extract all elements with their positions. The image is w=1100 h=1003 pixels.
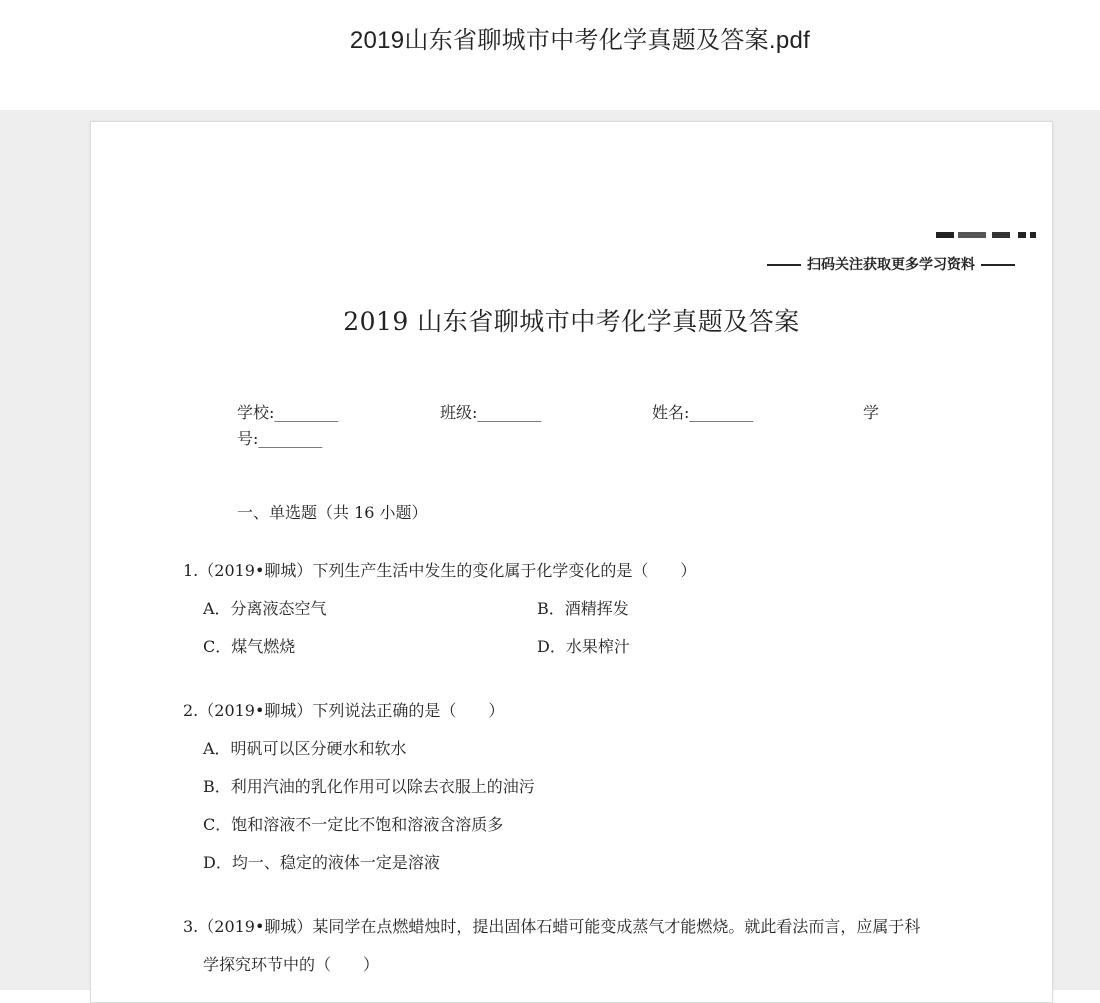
- pdf-page: [90, 121, 1053, 1003]
- question-2-option-b: B．利用汽油的乳化作用可以除去衣服上的油污: [203, 777, 535, 796]
- question-1-option-d: D．水果榨汁: [537, 637, 630, 656]
- question-3-stem: 3.（2019•聊城）某同学在点燃蜡烛时，提出固体石蜡可能变成蒸气才能燃烧。就此看法而言，应属于科: [183, 917, 921, 936]
- class-field: 班级:________: [440, 403, 542, 422]
- document-header: [0, 0, 1100, 110]
- question-2-stem: 2.（2019•聊城）下列说法正确的是（ ）: [183, 701, 505, 720]
- school-field: 学校:________: [237, 403, 339, 422]
- question-1-option-a: A．分离液态空气: [203, 599, 327, 618]
- cropped-qr-header-mark: [936, 232, 1036, 238]
- question-2-option-c: C．饱和溶液不一定比不饱和溶液含溶质多: [203, 815, 504, 834]
- question-1-option-c: C．煤气燃烧: [203, 637, 296, 656]
- student-number-field-end: 号:________: [237, 429, 323, 448]
- name-field: 姓名:________: [652, 403, 754, 422]
- student-number-field-start: 学: [863, 403, 880, 422]
- file-title: 2019山东省聊城市中考化学真题及答案.pdf: [349, 27, 811, 54]
- question-1-stem: 1.（2019•聊城）下列生产生活中发生的变化属于化学变化的是（ ）: [183, 561, 697, 580]
- banner-right-rule: [981, 264, 1015, 266]
- section-heading: 一、单选题（共 16 小题）: [237, 503, 428, 522]
- scan-banner-text: 扫码关注获取更多学习资料: [807, 257, 975, 273]
- scan-banner: [761, 254, 1021, 274]
- question-2-option-d: D．均一、稳定的液体一定是溶液: [203, 853, 440, 872]
- question-3-stem-continued: 学探究环节中的（ ）: [203, 955, 380, 974]
- banner-left-rule: [767, 264, 801, 266]
- document-title: 2019 山东省聊城市中考化学真题及答案: [343, 307, 800, 336]
- question-2-option-a: A．明矾可以区分硬水和软水: [203, 739, 407, 758]
- question-1-option-b: B．酒精挥发: [537, 599, 629, 618]
